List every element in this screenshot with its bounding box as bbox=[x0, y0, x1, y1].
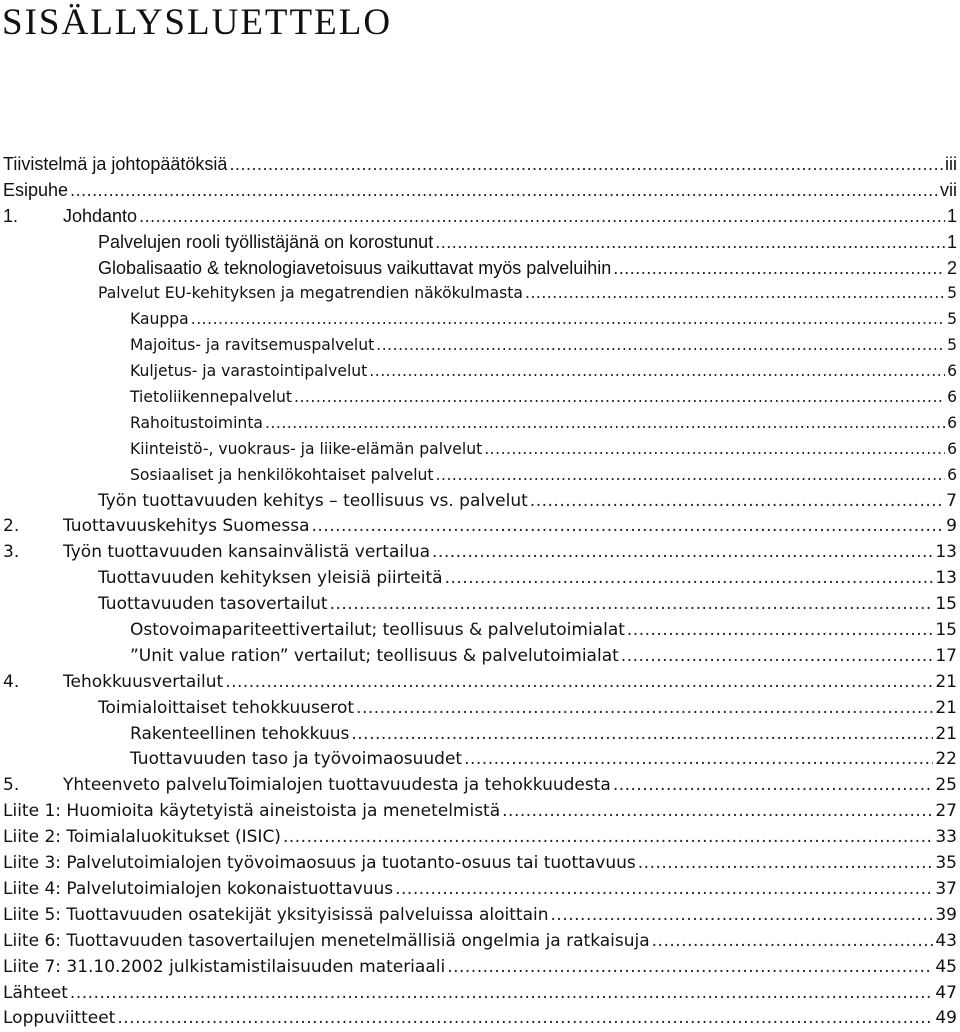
toc-page-number: 1 bbox=[946, 205, 957, 226]
toc-page-number: 37 bbox=[935, 878, 957, 899]
toc-entry-title: Liite 3: Palvelutoimialojen työvoimaosuus ja tuotanto-osuus tai tuottavuus bbox=[3, 853, 636, 874]
toc-entry-title: Sosiaaliset ja henkilökohtaiset palvelut bbox=[130, 465, 434, 484]
toc-entry-title: Liite 2: Toimialaluokitukset (ISIC) bbox=[3, 827, 281, 848]
toc-page-number: 6 bbox=[947, 388, 957, 407]
toc-entry[interactable] bbox=[3, 981, 957, 1007]
toc-page-number: 5 bbox=[947, 336, 957, 355]
toc-page-number: 15 bbox=[935, 594, 957, 615]
chapter-number: 3. bbox=[3, 542, 20, 563]
dot-leader bbox=[139, 204, 945, 230]
toc-entry[interactable] bbox=[3, 696, 957, 722]
toc-entry-title: Tiivistelmä ja johtopäätöksiä bbox=[3, 154, 228, 174]
toc-entry-title: Tuottavuuden taso ja työvoimaosuudet bbox=[130, 749, 463, 770]
toc-page-number: vii bbox=[940, 179, 957, 200]
dot-leader bbox=[117, 1006, 933, 1032]
dot-leader bbox=[432, 540, 933, 566]
dot-leader bbox=[445, 566, 934, 592]
toc-entry-title: Rakenteellinen tehokkuus bbox=[130, 723, 350, 744]
toc-page-number: 21 bbox=[935, 723, 957, 744]
toc-page-number: iii bbox=[945, 154, 957, 174]
toc-entry[interactable] bbox=[3, 825, 957, 851]
toc-entry-title: Lähteet bbox=[3, 982, 68, 1003]
toc-entry[interactable] bbox=[3, 618, 957, 644]
toc-page-number: 21 bbox=[935, 671, 957, 692]
toc-entry[interactable] bbox=[3, 152, 957, 178]
toc-page-number: 6 bbox=[947, 362, 957, 381]
toc-entry-title: Tehokkuusvertailut bbox=[63, 671, 224, 692]
toc-entry-title: Liite 1: Huomioita käytetyistä aineistoista ja menetelmistä bbox=[3, 801, 501, 822]
toc-entry-title: Liite 5: Tuottavuuden osatekijät yksityisissä palveluissa aloittain bbox=[3, 904, 549, 925]
toc-entry[interactable] bbox=[3, 670, 957, 696]
toc-entry[interactable] bbox=[3, 333, 957, 359]
toc-page-number: 1 bbox=[946, 231, 957, 252]
toc-page-number: 5 bbox=[947, 310, 957, 329]
toc-entry[interactable] bbox=[3, 1006, 957, 1032]
dot-leader bbox=[435, 230, 945, 256]
toc-entry[interactable] bbox=[3, 929, 957, 955]
toc-entry[interactable] bbox=[3, 281, 957, 307]
dot-leader bbox=[70, 178, 938, 204]
dot-leader bbox=[330, 592, 934, 618]
dot-leader bbox=[436, 463, 946, 489]
toc-page-number: 49 bbox=[935, 1008, 957, 1029]
toc-entry-title: Tuottavuuden tasovertailut bbox=[98, 594, 328, 615]
toc-page-number: 43 bbox=[935, 930, 957, 951]
page-title: SISÄLLYSLUETTELO bbox=[2, 2, 393, 43]
toc-page-number: 39 bbox=[935, 904, 957, 925]
toc-entry[interactable] bbox=[3, 773, 957, 799]
toc-page-number: 33 bbox=[935, 827, 957, 848]
toc-page-number: 21 bbox=[935, 697, 957, 718]
toc-page-number: 2 bbox=[946, 257, 957, 278]
toc-entry-title: Yhteenveto palveluToimialojen tuottavuudesta ja tehokkuudesta bbox=[63, 775, 611, 796]
toc-entry-title: Liite 6: Tuottavuuden tasovertailujen menetelmällisiä ongelmia ja ratkaisuja bbox=[3, 930, 650, 951]
toc-page-number: 7 bbox=[946, 490, 957, 511]
toc-entry[interactable] bbox=[3, 747, 957, 773]
toc-entry[interactable] bbox=[3, 256, 957, 282]
dot-leader bbox=[613, 773, 934, 799]
dot-leader bbox=[621, 644, 934, 670]
dot-leader bbox=[484, 437, 945, 463]
dot-leader bbox=[613, 256, 945, 282]
dot-leader bbox=[191, 307, 945, 333]
dot-leader bbox=[525, 281, 945, 307]
dot-leader bbox=[225, 670, 933, 696]
toc-entry[interactable] bbox=[3, 851, 957, 877]
dot-leader bbox=[638, 851, 934, 877]
toc-entry-title: Majoitus- ja ravitsemuspalvelut bbox=[130, 336, 375, 355]
toc-entry-title: Loppuviitteet bbox=[3, 1008, 116, 1029]
dot-leader bbox=[283, 825, 933, 851]
chapter-number: 1. bbox=[3, 205, 19, 226]
toc-entry-title: Palvelujen rooli työllistäjänä on korostunut bbox=[98, 231, 434, 252]
toc-entry[interactable] bbox=[3, 592, 957, 618]
toc-page-number: 13 bbox=[935, 542, 957, 563]
chapter-number: 5. bbox=[3, 775, 20, 796]
toc-page-number: 6 bbox=[947, 465, 957, 484]
table-of-contents bbox=[3, 152, 957, 1032]
dot-leader bbox=[356, 696, 933, 722]
toc-entry[interactable] bbox=[3, 307, 957, 333]
dot-leader bbox=[530, 489, 944, 515]
toc-page-number: 25 bbox=[935, 775, 957, 796]
toc-entry-title: Tuottavuuden kehityksen yleisiä piirteitä bbox=[98, 568, 443, 589]
dot-leader bbox=[369, 359, 945, 385]
toc-entry-title: Tietoliikennepalvelut bbox=[130, 388, 292, 407]
dot-leader bbox=[376, 333, 945, 359]
toc-entry[interactable] bbox=[3, 955, 957, 981]
toc-entry[interactable] bbox=[3, 178, 957, 204]
toc-entry-title: Työn tuottavuuden kehitys – teollisuus vs. palvelut bbox=[98, 490, 528, 511]
dot-leader bbox=[294, 385, 945, 411]
toc-page-number: 6 bbox=[947, 439, 957, 458]
toc-entry[interactable] bbox=[3, 514, 957, 540]
toc-entry[interactable] bbox=[3, 437, 957, 463]
toc-entry-title: Kauppa bbox=[130, 310, 189, 329]
toc-entry-title: Liite 7: 31.10.2002 julkistamistilaisuuden materiaali bbox=[3, 956, 446, 977]
dot-leader bbox=[265, 411, 945, 437]
dot-leader bbox=[502, 799, 933, 825]
toc-entry[interactable] bbox=[3, 489, 957, 515]
toc-entry-title: Globalisaatio & teknologiavetoisuus vaikuttavat myös palveluihin bbox=[98, 257, 612, 278]
toc-page-number: 47 bbox=[935, 982, 957, 1003]
toc-page-number: 45 bbox=[935, 956, 957, 977]
toc-entry[interactable] bbox=[3, 722, 957, 748]
toc-page-number: 15 bbox=[935, 620, 957, 641]
toc-page-number: 9 bbox=[946, 516, 957, 537]
dot-leader bbox=[464, 747, 933, 773]
toc-page-number: 22 bbox=[935, 749, 957, 770]
toc-entry-title: Ostovoimapariteettivertailut; teollisuus & palvelutoimialat bbox=[130, 620, 625, 641]
toc-entry-title: Johdanto bbox=[63, 205, 138, 226]
chapter-number: 2. bbox=[3, 516, 20, 537]
chapter-number: 4. bbox=[3, 671, 20, 692]
toc-entry[interactable] bbox=[3, 411, 957, 437]
toc-entry-title: Toimialoittaiset tehokkuuserot bbox=[98, 697, 355, 718]
toc-entry-title: Työn tuottavuuden kansainvälistä vertailua bbox=[63, 542, 431, 563]
toc-page-number: 13 bbox=[935, 568, 957, 589]
dot-leader bbox=[229, 152, 943, 178]
toc-entry-title: Esipuhe bbox=[3, 179, 69, 200]
dot-leader bbox=[627, 618, 933, 644]
toc-page-number: 5 bbox=[947, 284, 957, 303]
toc-entry-title: ”Unit value ration” vertailut; teollisuus & palvelutoimialat bbox=[130, 645, 619, 666]
toc-entry[interactable] bbox=[3, 385, 957, 411]
toc-entry[interactable] bbox=[3, 566, 957, 592]
toc-entry[interactable] bbox=[3, 359, 957, 385]
toc-page-number: 27 bbox=[935, 801, 957, 822]
toc-entry-title: Palvelut EU-kehityksen ja megatrendien näkökulmasta bbox=[98, 284, 523, 303]
toc-entry[interactable] bbox=[3, 230, 957, 256]
dot-leader bbox=[395, 877, 933, 903]
toc-entry-title: Liite 4: Palvelutoimialojen kokonaistuottavuus bbox=[3, 878, 394, 899]
toc-entry[interactable] bbox=[3, 644, 957, 670]
toc-entry[interactable] bbox=[3, 903, 957, 929]
toc-entry[interactable] bbox=[3, 877, 957, 903]
dot-leader bbox=[312, 514, 945, 540]
dot-leader bbox=[351, 722, 933, 748]
toc-entry-title: Kiinteistö-, vuokraus- ja liike-elämän palvelut bbox=[130, 439, 483, 458]
toc-page-number: 6 bbox=[947, 413, 957, 432]
toc-page-number: 17 bbox=[935, 645, 957, 666]
dot-leader bbox=[551, 903, 934, 929]
toc-entry-title: Tuottavuuskehitys Suomessa bbox=[63, 516, 310, 537]
toc-entry-title: Kuljetus- ja varastointipalvelut bbox=[130, 362, 368, 381]
dot-leader bbox=[652, 929, 934, 955]
toc-entry-title: Rahoitustoiminta bbox=[130, 413, 263, 432]
toc-entry[interactable] bbox=[3, 799, 957, 825]
toc-entry[interactable] bbox=[3, 540, 957, 566]
toc-entry[interactable] bbox=[3, 204, 957, 230]
dot-leader bbox=[447, 955, 933, 981]
dot-leader bbox=[70, 981, 933, 1007]
toc-page-number: 35 bbox=[935, 853, 957, 874]
toc-entry[interactable] bbox=[3, 463, 957, 489]
